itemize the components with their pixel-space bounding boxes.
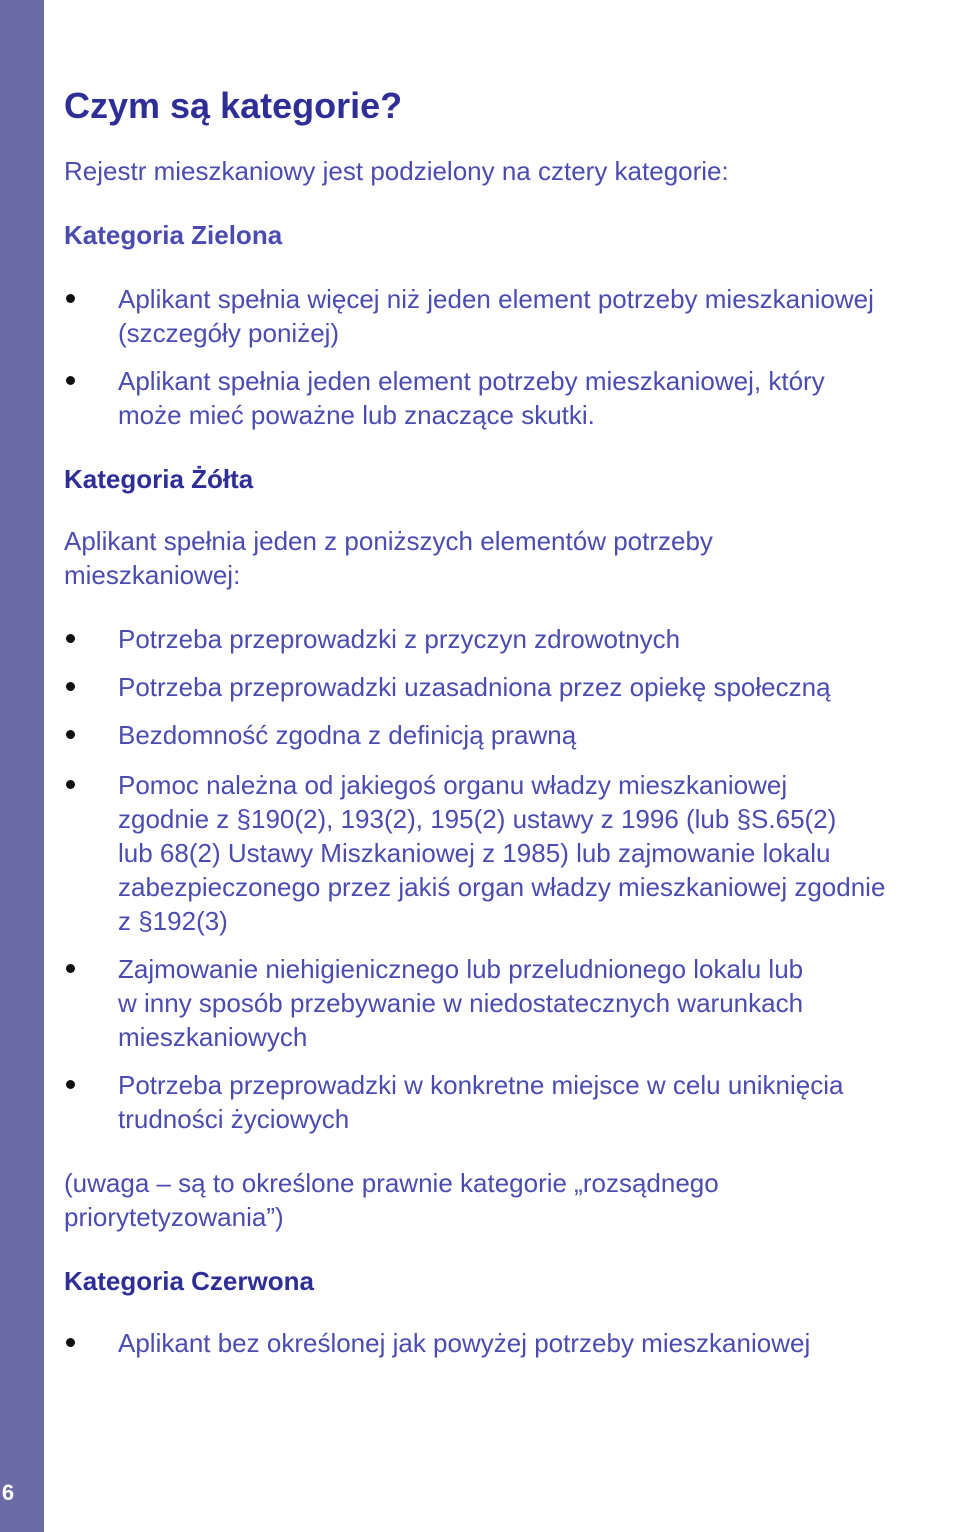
list-item-line: mieszkaniowych (118, 1022, 308, 1052)
list-item-line: Zajmowanie niehigienicznego lub przeludnionego lokalu lub (118, 954, 804, 984)
intro-text: Rejestr mieszkaniowy jest podzielony na cztery kategorie: (64, 156, 729, 186)
list-item-line: w inny sposób przebywanie w niedostatecznych warunkach (118, 988, 804, 1018)
list-item-line: z §192(3) (118, 906, 228, 936)
list-item-line: Aplikant spełnia więcej niż jeden element potrzeby mieszkaniowej (118, 284, 874, 314)
page-number: 6 (1, 1480, 15, 1505)
green-heading: Kategoria Zielona (64, 220, 283, 250)
list-item-line: (szczegóły poniżej) (118, 318, 340, 348)
list-item-line: zabezpieczonego przez jakiś organ władzy mieszkaniowej zgodnie (118, 872, 886, 902)
list-item-line: Pomoc należna od jakiegoś organu władzy mieszkaniowej (118, 770, 788, 800)
page-title: Czym są kategorie? (64, 85, 403, 126)
list-item-line: Aplikant bez określonej jak powyżej potrzeby mieszkaniowej (118, 1328, 811, 1358)
yellow-intro-line: mieszkaniowej: (64, 560, 241, 590)
yellow-note-line: priorytetyzowania”) (64, 1202, 284, 1232)
list-item-line: Potrzeba przeprowadzki z przyczyn zdrowotnych (118, 624, 681, 654)
list-item-line: Aplikant spełnia jeden element potrzeby mieszkaniowej, który (118, 366, 825, 396)
yellow-intro-line: Aplikant spełnia jeden z poniższych elementów potrzeby (64, 526, 713, 556)
list-item-line: lub 68(2) Ustawy Miszkaniowej z 1985) lub zajmowanie lokalu (118, 838, 831, 868)
yellow-note-line: (uwaga – są to określone prawnie kategorie „rozsądnego (64, 1168, 719, 1198)
yellow-note (64, 1166, 719, 1234)
list-item-line: Bezdomność zgodna z definicją prawną (118, 720, 577, 750)
yellow-heading: Kategoria Żółta (64, 464, 254, 494)
list-item-line: Potrzeba przeprowadzki uzasadniona przez opiekę społeczną (118, 672, 831, 702)
list-item-line: Potrzeba przeprowadzki w konkretne miejsce w celu uniknięcia (118, 1070, 844, 1100)
list-item-line: może mieć poważne lub znaczące skutki. (118, 400, 595, 430)
list-item-line: trudności życiowych (118, 1104, 350, 1134)
list-item-line: zgodnie z §190(2), 193(2), 195(2) ustawy z 1996 (lub §S.65(2) (118, 804, 837, 834)
yellow-intro (64, 524, 713, 592)
side-bar (0, 0, 44, 1532)
red-heading: Kategoria Czerwona (64, 1266, 314, 1296)
